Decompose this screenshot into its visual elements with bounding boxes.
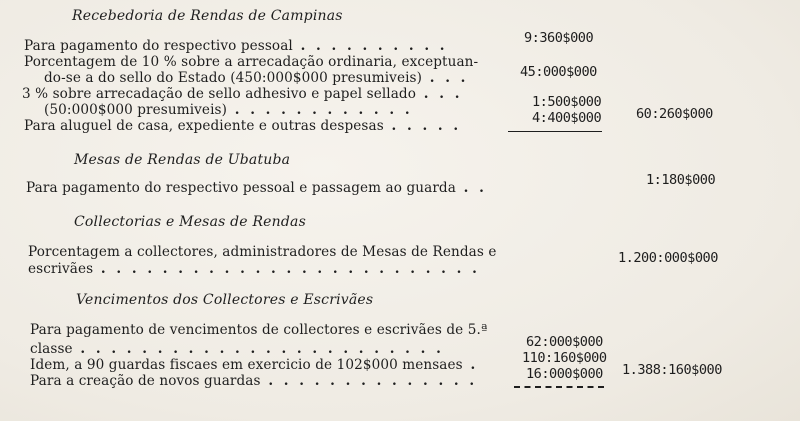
sum-rule [508, 131, 602, 132]
line-vencimentos-pagamento: Para pagamento de vencimentos de collectores e escrivães de 5.ª [30, 322, 488, 338]
amount-campinas-sello-adhesivo: 1:500$000 [532, 94, 602, 110]
line-campinas-presumiveis: (50:000$000 presumiveis) . . . . . . . . . . . . [44, 102, 413, 118]
line-campinas-sello-estado: do-se a do sello do Estado (450:000$000 presumiveis) . . . [44, 70, 469, 86]
total-ubatuba: 1:180$000 [646, 172, 716, 188]
line-campinas-porcentagem: Porcentagem de 10 % sobre a arrecadação ordinaria, exceptuan- [24, 54, 479, 70]
line-campinas-sello-adhesivo: 3 % sobre arrecadação de sello adhesivo e papel sellado . . . [22, 86, 463, 102]
amount-vencimentos-guardas: 110:160$000 [522, 350, 607, 366]
amount-vencimentos-novos-guardas: 16:000$000 [526, 366, 603, 382]
section-heading-collectorias: Collectorias e Mesas de Rendas [74, 214, 306, 230]
section-heading-vencimentos: Vencimentos dos Collectores e Escrivães [76, 292, 374, 308]
section-heading-campinas: Recebedoria de Rendas de Campinas [72, 8, 343, 24]
line-collectorias-porcentagem: Porcentagem a collectores, administradores de Mesas de Rendas e [28, 244, 497, 260]
amount-campinas-aluguel: 4:400$000 [532, 110, 602, 126]
total-collectorias: 1.200:000$000 [618, 250, 718, 266]
line-vencimentos-classe: classe . . . . . . . . . . . . . . . . . . . . . . . . [30, 341, 444, 357]
sum-rule [514, 386, 604, 388]
amount-campinas-porcentagem: 45:000$000 [520, 64, 597, 80]
line-vencimentos-novos-guardas: Para a creação de novos guardas . . . . . . . . . . . . . . [30, 373, 478, 389]
section-heading-ubatuba: Mesas de Rendas de Ubatuba [74, 152, 291, 168]
total-vencimentos: 1.388:160$000 [622, 362, 722, 378]
amount-vencimentos-classe: 62:000$000 [526, 334, 603, 350]
amount-campinas-pessoal: 9:360$000 [524, 30, 594, 46]
line-campinas-pessoal: Para pagamento do respectivo pessoal . . . . . . . . . . [24, 38, 448, 54]
line-campinas-aluguel: Para aluguel de casa, expediente e outras despesas . . . . . [24, 118, 462, 134]
line-ubatuba-pessoal: Para pagamento do respectivo pessoal e passagem ao guarda . . [26, 180, 487, 196]
line-vencimentos-guardas: Idem, a 90 guardas fiscaes em exercicio de 102$000 mensaes . [30, 357, 479, 373]
line-collectorias-escrivaes: escrivães . . . . . . . . . . . . . . . . . . . . . . . . . [28, 261, 480, 277]
total-campinas: 60:260$000 [636, 106, 713, 122]
